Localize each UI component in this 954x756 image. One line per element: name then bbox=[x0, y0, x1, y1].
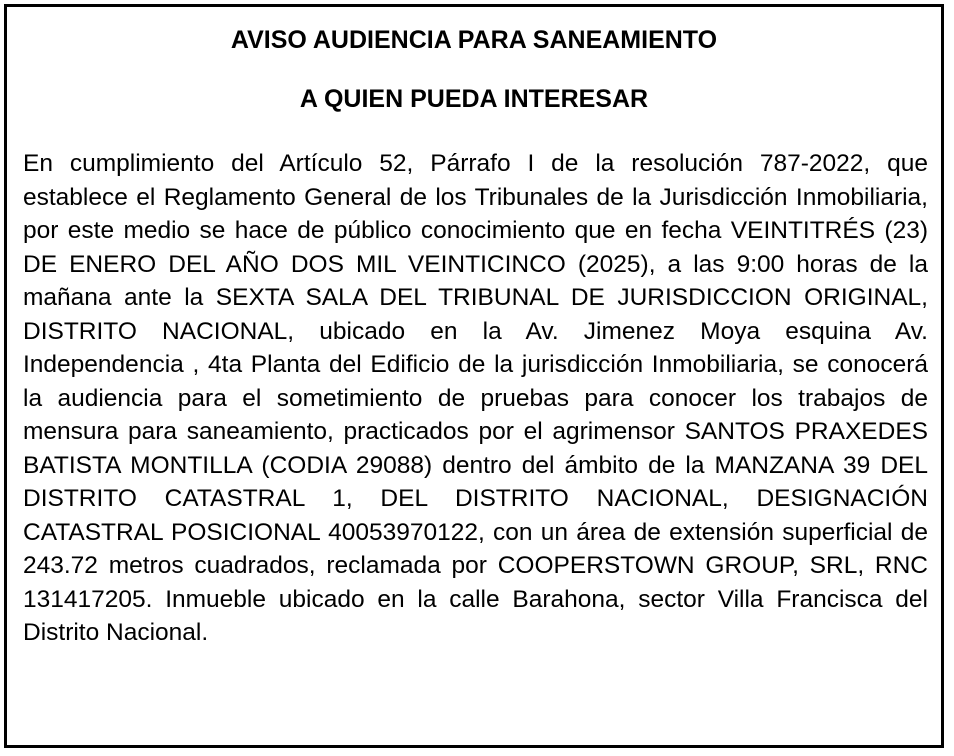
notice-subtitle: A QUIEN PUEDA INTERESAR bbox=[299, 85, 649, 113]
notice-frame bbox=[4, 4, 944, 748]
notice-body: En cumplimiento del Artículo 52, Párrafo I de la resolución 787-2022, que establece el Reglamento General de los Tribunales de la Jurisdicción Inmobiliaria, por este medio se hace de público conocimiento que en fecha VEINTITRÉS (23) DE ENERO DEL AÑO DOS MIL VEINTICINCO (2025), a las 9:00 horas de la mañana ante la SEXTA SALA DEL TRIBUNAL DE JURISDICCION ORIGINAL, DISTRITO NACIONAL, ubicado en la Av. Jimenez Moya esquina Av. Independencia , 4ta Planta del Edificio de la jurisdicción Inmobiliaria, se conocerá la audiencia para el sometimiento de pruebas para conocer los trabajos de mensura para saneamiento, practicados por el agrimensor SANTOS PRAXEDES BATISTA MONTILLA (CODIA 29088) dentro del ámbito de la MANZANA 39 DEL DISTRITO CATASTRAL 1, DEL DISTRITO NACIONAL, DESIGNACIÓN CATASTRAL POSICIONAL 40053970122, con un área de extensión superficial de 243.72 metros cuadrados, reclamada por COOPERSTOWN GROUP, SRL, RNC 131417205. Inmueble ubicado en la calle Barahona, sector Villa Francisca del Distrito Nacional. bbox=[23, 150, 928, 646]
notice-title: AVISO AUDIENCIA PARA SANEAMIENTO bbox=[230, 26, 718, 54]
